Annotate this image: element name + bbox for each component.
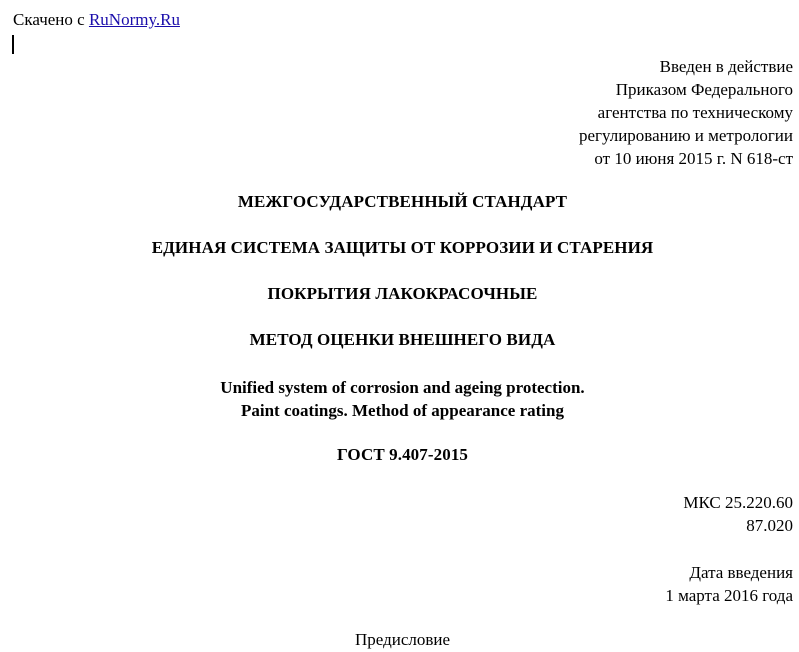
enactment-line: Приказом Федерального [615, 80, 793, 99]
standard-type-heading: МЕЖГОСУДАРСТВЕННЫЙ СТАНДАРТ [237, 192, 568, 211]
english-title-line: Unified system of corrosion and ageing protection. [220, 378, 585, 397]
classification-block [683, 491, 793, 537]
enactment-line: Введен в действие [659, 57, 793, 76]
mks-code: 87.020 [746, 516, 793, 535]
enactment-line: агентства по техническому [597, 103, 793, 122]
source-prefix: Скачено с [13, 10, 85, 29]
introduction-date-block [665, 561, 793, 607]
english-title-line: Paint coatings. Method of appearance rating [241, 401, 564, 420]
introduction-date-label: Дата введения [689, 563, 793, 582]
source-line [13, 8, 180, 32]
subject-heading: ПОКРЫТИЯ ЛАКОКРАСОЧНЫЕ [267, 284, 538, 303]
text-cursor [12, 35, 14, 54]
enactment-block [579, 55, 793, 170]
mks-code: МКС 25.220.60 [683, 493, 793, 512]
english-title [0, 376, 799, 422]
source-link[interactable]: RuNormy.Ru [88, 10, 180, 29]
introduction-date-value: 1 марта 2016 года [665, 586, 793, 605]
enactment-line: регулированию и метрологии [578, 126, 793, 145]
method-heading: МЕТОД ОЦЕНКИ ВНЕШНЕГО ВИДА [249, 330, 556, 349]
system-heading: ЕДИНАЯ СИСТЕМА ЗАЩИТЫ ОТ КОРРОЗИИ И СТАРЕНИЯ [151, 238, 654, 257]
gost-number: ГОСТ 9.407-2015 [336, 445, 469, 464]
preface-heading: Предисловие [354, 630, 451, 649]
enactment-line: от 10 июня 2015 г. N 618-ст [594, 149, 793, 168]
